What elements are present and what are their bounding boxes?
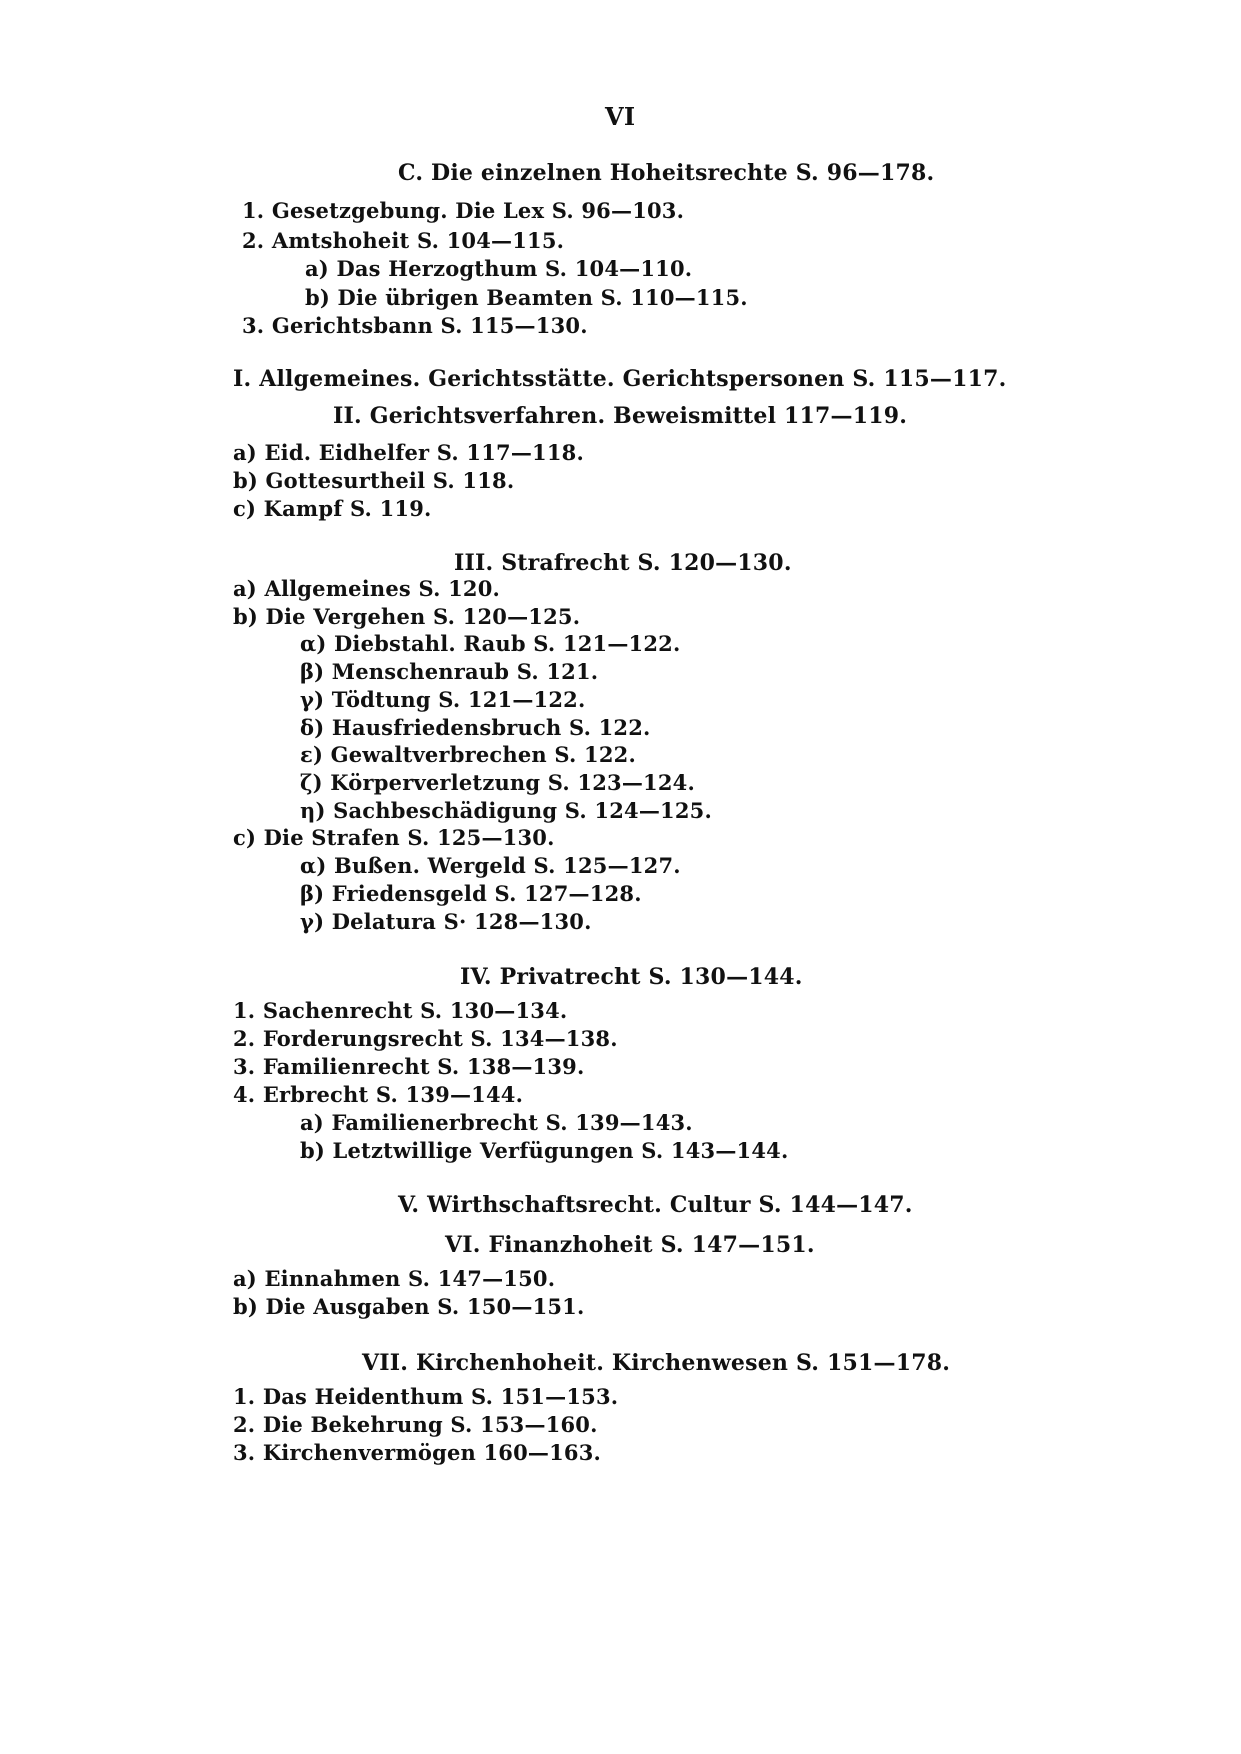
toc-entry: ζ) Körperverletzung S. 123—124. <box>300 770 695 795</box>
toc-entry: b) Letztwillige Verfügungen S. 143—144. <box>300 1138 789 1163</box>
toc-entry: 1. Gesetzgebung. Die Lex S. 96—103. <box>242 198 685 223</box>
section-iii-heading: III. Strafrecht S. 120—130. <box>454 550 792 576</box>
toc-entry: 2. Amtshoheit S. 104—115. <box>242 228 565 253</box>
section-c-heading: C. Die einzelnen Hoheitsrechte S. 96—178. <box>398 160 935 186</box>
toc-entry: η) Sachbeschädigung S. 124—125. <box>300 798 712 823</box>
section-i-heading: I. Allgemeines. Gerichtsstätte. Gerichtspersonen S. 115—117. <box>233 366 1007 392</box>
toc-entry: 2. Forderungsrecht S. 134—138. <box>233 1026 618 1051</box>
toc-entry: a) Allgemeines S. 120. <box>233 576 501 601</box>
toc-entry: β) Menschenraub S. 121. <box>300 659 599 684</box>
toc-entry: 1. Sachenrecht S. 130—134. <box>233 998 568 1023</box>
toc-entry: 3. Kirchenvermögen 160—163. <box>233 1440 602 1465</box>
toc-entry: c) Die Strafen S. 125—130. <box>233 825 555 850</box>
toc-entry: 4. Erbrecht S. 139—144. <box>233 1082 524 1107</box>
toc-entry: α) Bußen. Wergeld S. 125—127. <box>300 853 681 878</box>
toc-entry: ε) Gewaltverbrechen S. 122. <box>300 742 636 767</box>
toc-entry: b) Gottesurtheil S. 118. <box>233 468 515 493</box>
section-vi-heading: VI. Finanzhoheit S. 147—151. <box>445 1232 815 1258</box>
toc-entry: a) Familienerbrecht S. 139—143. <box>300 1110 693 1135</box>
toc-entry: b) Die übrigen Beamten S. 110—115. <box>305 285 748 310</box>
toc-entry: β) Friedensgeld S. 127—128. <box>300 881 642 906</box>
toc-entry: a) Einnahmen S. 147—150. <box>233 1266 556 1291</box>
section-v-heading: V. Wirthschaftsrecht. Cultur S. 144—147. <box>398 1192 913 1218</box>
toc-entry: 3. Gerichtsbann S. 115—130. <box>242 313 588 338</box>
toc-entry: a) Eid. Eidhelfer S. 117—118. <box>233 440 585 465</box>
toc-entry: 3. Familienrecht S. 138—139. <box>233 1054 585 1079</box>
toc-entry: γ) Tödtung S. 121—122. <box>300 687 586 712</box>
toc-entry: γ) Delatura S· 128—130. <box>300 909 592 934</box>
toc-entry: b) Die Vergehen S. 120—125. <box>233 604 581 629</box>
page-number: VI <box>605 102 636 131</box>
toc-entry: a) Das Herzogthum S. 104—110. <box>305 256 693 281</box>
toc-entry: α) Diebstahl. Raub S. 121—122. <box>300 631 681 656</box>
section-ii-heading: II. Gerichtsverfahren. Beweismittel 117—119. <box>333 403 908 429</box>
section-vii-heading: VII. Kirchenhoheit. Kirchenwesen S. 151—178. <box>362 1350 951 1376</box>
toc-entry: b) Die Ausgaben S. 150—151. <box>233 1294 585 1319</box>
toc-entry: 2. Die Bekehrung S. 153—160. <box>233 1412 598 1437</box>
toc-entry: δ) Hausfriedensbruch S. 122. <box>300 715 651 740</box>
section-iv-heading: IV. Privatrecht S. 130—144. <box>460 964 803 990</box>
toc-entry: c) Kampf S. 119. <box>233 496 432 521</box>
toc-entry: 1. Das Heidenthum S. 151—153. <box>233 1384 619 1409</box>
